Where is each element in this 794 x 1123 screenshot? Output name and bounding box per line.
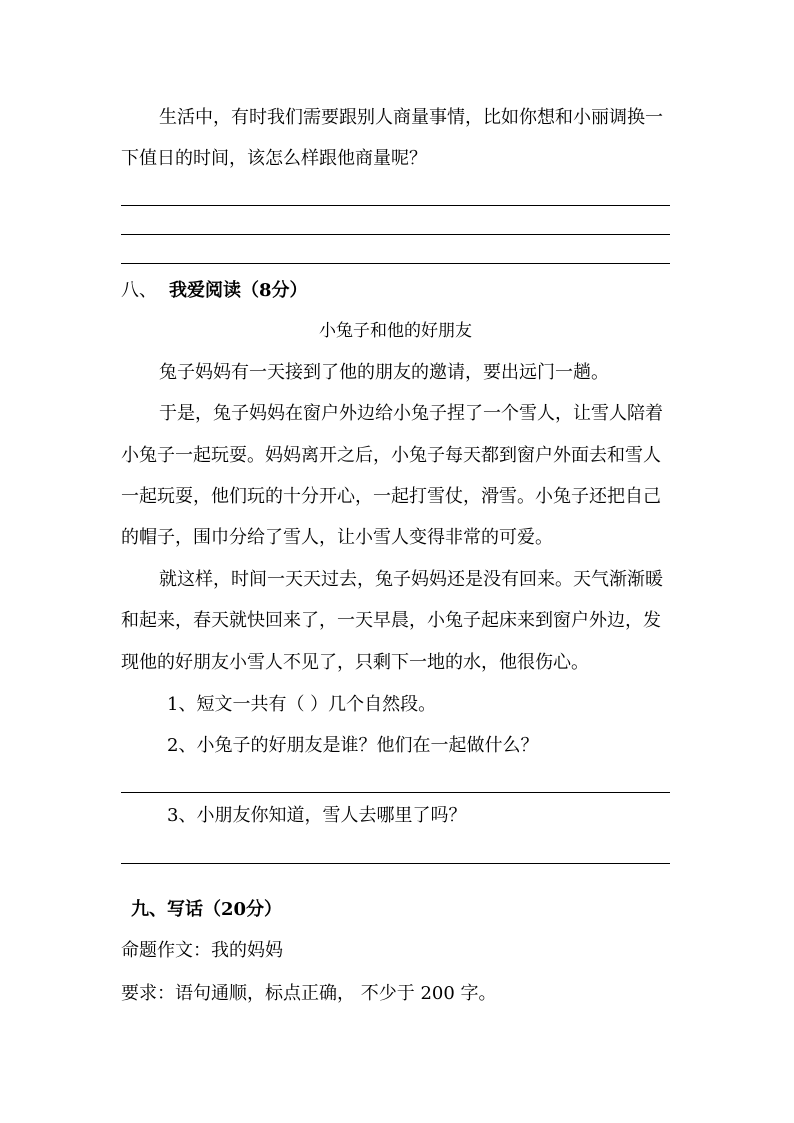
passage-line: 现他的好朋友小雪人不见了，只剩下一地的水，他很伤心。 (121, 652, 589, 673)
writing-requirement: 要求：语句通顺，标点正确， 不少于 200 字。 (121, 983, 497, 1004)
answer-line[interactable] (121, 863, 670, 864)
answer-line[interactable] (121, 234, 670, 235)
passage-line: 小兔子一起玩耍。妈妈离开之后，小兔子每天都到窗户外面去和雪人 (121, 445, 661, 466)
answer-line[interactable] (121, 205, 670, 206)
question-2: 2、小兔子的好朋友是谁？他们在一起做什么？ (167, 735, 539, 756)
answer-line[interactable] (121, 792, 670, 793)
writing-topic: 命题作文：我的妈妈 (121, 940, 283, 961)
intro-line-2: 下值日的时间，该怎么样跟他商量呢？ (121, 148, 427, 169)
answer-line[interactable] (121, 263, 670, 264)
passage-title: 小兔子和他的好朋友 (319, 321, 472, 341)
passage-line: 的帽子，围巾分给了雪人，让小雪人变得非常的可爱。 (121, 527, 553, 548)
intro-line-1: 生活中，有时我们需要跟别人商量事情，比如你想和小丽调换一 (159, 107, 663, 128)
question-1: 1、短文一共有（ ）几个自然段。 (167, 694, 437, 715)
passage-line: 兔子妈妈有一天接到了他的朋友的邀请，要出远门一趟。 (159, 362, 609, 383)
section-9-title: 九、写话（20分） (131, 899, 283, 920)
passage-line: 于是，兔子妈妈在窗户外边给小兔子捏了一个雪人，让雪人陪着 (159, 403, 663, 424)
section-8-number: 八、 (121, 280, 157, 301)
passage-line: 一起玩耍，他们玩的十分开心，一起打雪仗，滑雪。小兔子还把自己 (121, 486, 661, 507)
question-3: 3、小朋友你知道，雪人去哪里了吗？ (167, 805, 467, 826)
section-8-title: 我爱阅读（8分） (169, 280, 308, 301)
passage-line: 和起来，春天就快回来了，一天早晨，小兔子起床来到窗户外边，发 (121, 610, 661, 631)
passage-line: 就这样，时间一天天过去，兔子妈妈还是没有回来。天气渐渐暖 (159, 569, 663, 590)
